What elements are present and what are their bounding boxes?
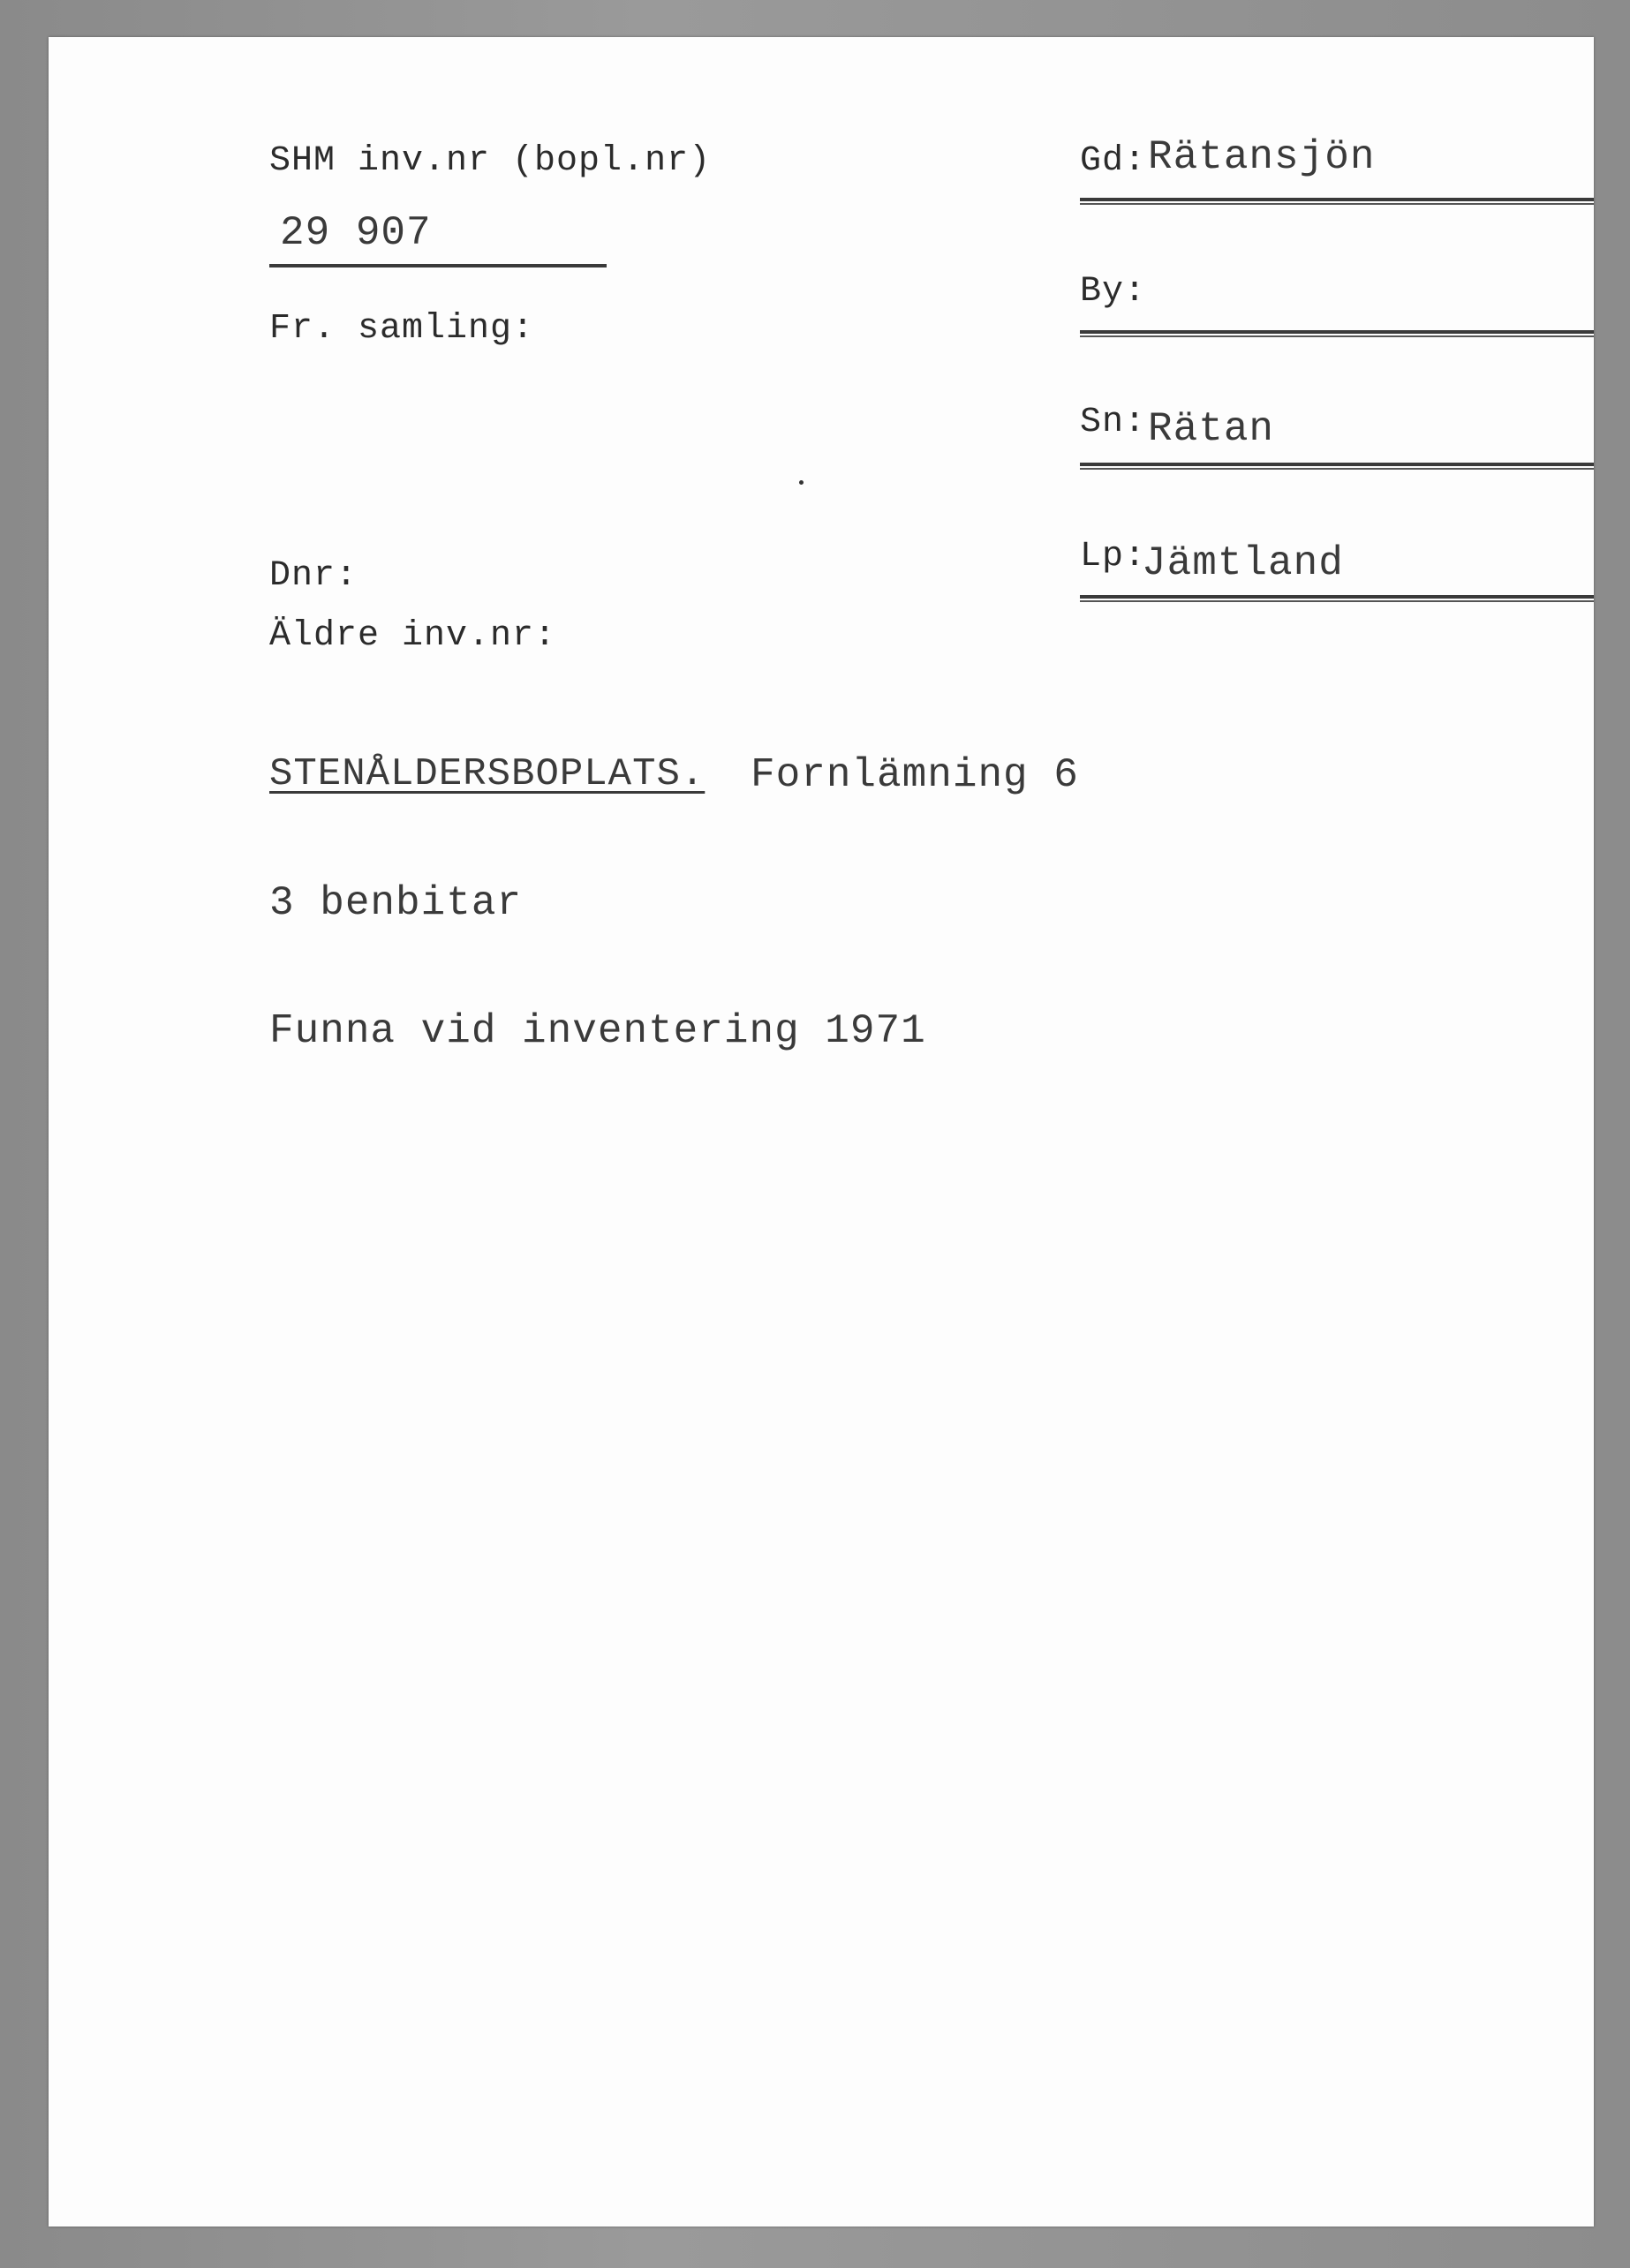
ink-speck [799, 480, 804, 485]
gd-line [1080, 198, 1594, 201]
fornlamning-text: Fornlämning 6 [751, 752, 1079, 798]
note-text: Funna vid inventering 1971 [269, 1008, 926, 1054]
sn-label: Sn: [1080, 403, 1147, 442]
sn-line [1080, 463, 1594, 466]
by-label: By: [1080, 272, 1147, 312]
lp-label: Lp: [1080, 537, 1147, 576]
aldre-inv-nr-label: Äldre inv.nr: [269, 616, 557, 656]
gd-value: Rätansjön [1148, 134, 1376, 180]
content-text: 3 benbitar [269, 880, 523, 926]
dnr-label: Dnr: [269, 556, 358, 596]
lp-value: Jämtland [1142, 540, 1344, 586]
inv-nr-label: SHM inv.nr (bopl.nr) [269, 141, 712, 181]
sn-value: Rätan [1148, 406, 1275, 452]
gd-label: Gd: [1080, 141, 1147, 181]
fr-samling-label: Fr. samling: [269, 309, 535, 349]
lp-line [1080, 595, 1594, 599]
catalog-card [49, 37, 1594, 2227]
inv-nr-value: 29 907 [280, 210, 432, 256]
category-heading: STENÅLDERSBOPLATS. [269, 752, 706, 796]
inv-nr-underline [269, 264, 607, 267]
by-line [1080, 330, 1594, 334]
